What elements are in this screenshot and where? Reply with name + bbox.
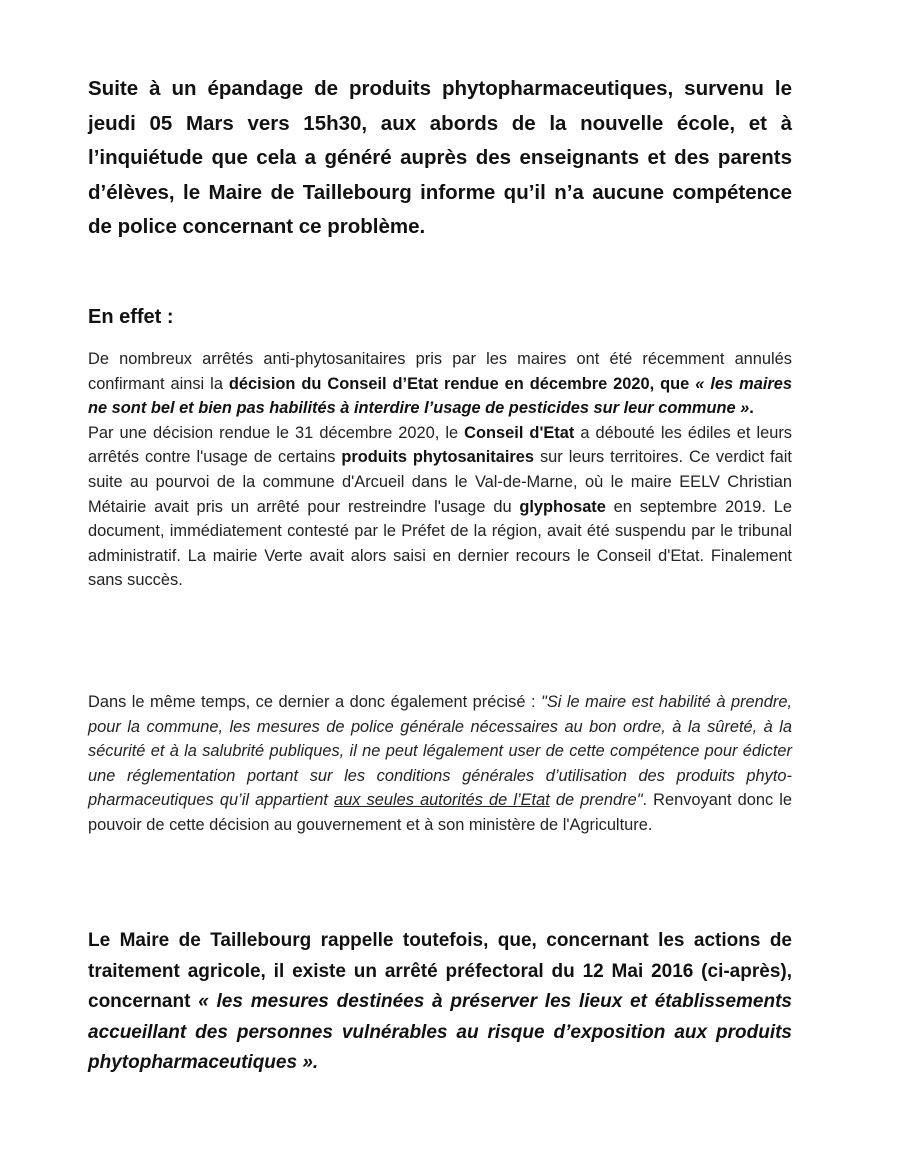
- text: Dans le même temps, ce dernier a donc également précisé :: [88, 693, 541, 711]
- bold-text: Conseil d'Etat: [464, 423, 575, 442]
- text: a débouté les édiles et leurs arrêtés contre l'usage de certains: [88, 423, 792, 467]
- quote-text: "Si le maire est habilité à prendre, pour la commune, les mesures de police générale nécessaires au bon ordre, à la sûreté, à la sécurité et à la salubrité publiques, il ne peut légalement user de cette compétence pour édicter une réglementation portant sur les conditions générales d’utilisation des produits phyto-pharmaceutiques qu’il appartient: [88, 693, 793, 810]
- text: Le Maire de Taillebourg rappelle toutefois, que, concernant les actions de traitement agricole, il existe un arrêté préfectoral du 12 Mai 2016 (ci-après), concernant: [88, 930, 792, 1012]
- punctuation: .: [749, 399, 754, 418]
- text: De nombreux arrêtés anti-phytosanitaires pris par les maires ont été récemment annulés confirmant ainsi la: [88, 350, 792, 393]
- paragraph-conseil-etat: [88, 347, 792, 593]
- quote-text: « les mesures destinées à préserver les lieux et établissements accueillant des personnes vulnérables au risque d’exposition aux produits phytopharmaceutiques ».: [88, 991, 792, 1073]
- text: . Renvoyant donc le pouvoir de cette décision au gouvernement et à son ministère de l'Agriculture.: [88, 791, 792, 834]
- section-subheading: En effet :: [88, 306, 174, 328]
- paragraph-conclusion: [88, 926, 792, 1079]
- quote-text: de prendre": [549, 791, 643, 810]
- bold-text: produits phytosanitaires: [341, 448, 535, 467]
- text: Par une décision rendue le 31 décembre 2020, le: [88, 423, 465, 442]
- text: en septembre 2019. Le document, immédiatement contesté par le Préfet de la région, avait été suspendu par le tribunal administratif. La mairie Verte avait alors saisi en dernier recours le Conseil d'Etat. Finalement sans succès.: [88, 497, 792, 590]
- bold-text: glyphosate: [519, 497, 606, 516]
- underlined-quote-text: aux seules autorités de l’Etat: [334, 791, 550, 810]
- bold-text: décision du Conseil d’Etat rendue en décembre 2020, que: [228, 374, 696, 393]
- intro-heading: Suite à un épandage de produits phytopharmaceutiques, survenu le jeudi 05 Mars vers 15h30, aux abords de la nouvelle école, et à l’inquiétude que cela a généré auprès des enseignants et des parents d’élèves, le Maire de Taillebourg informe qu’il n’a aucune compétence de police concernant ce problème.: [88, 77, 792, 238]
- text: sur leurs territoires. Ce verdict fait suite au pourvoi de la commune d'Arcueil dans le Val-de-Marne, où le maire EELV Christian Métairie avait pris un arrêté pour restreindre l'usage du: [88, 448, 792, 516]
- quote-text: « les maires ne sont bel et bien pas habilités à interdire l’usage de pesticides sur leur commune »: [88, 374, 792, 418]
- paragraph-precision: [88, 690, 792, 838]
